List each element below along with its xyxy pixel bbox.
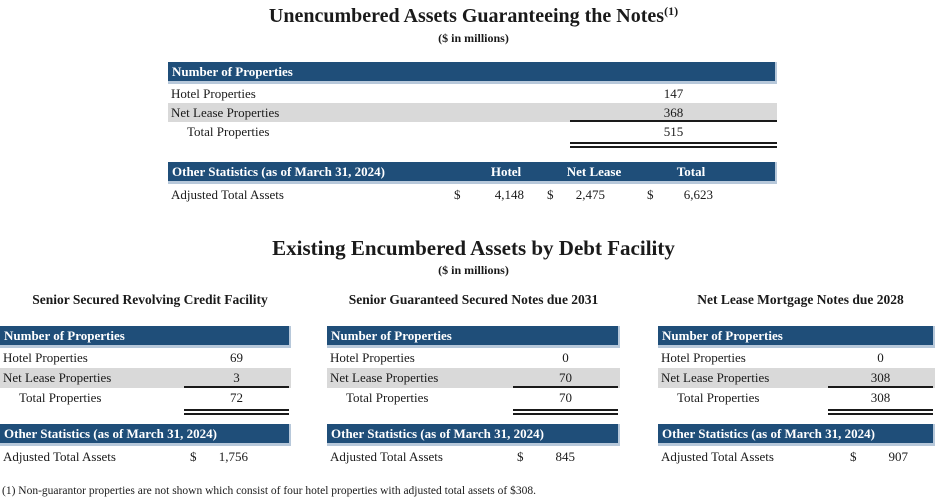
- total-double-rule: [184, 409, 289, 415]
- stats-table-header: [168, 162, 777, 184]
- unencumbered-stats-table: [168, 162, 777, 206]
- table-row-total-properties: [327, 388, 620, 408]
- money-cell-total: [647, 184, 713, 206]
- row-value: 368: [570, 103, 777, 122]
- properties-table-header-label: Number of Properties: [331, 328, 452, 343]
- column-header-total: Total: [676, 164, 706, 179]
- section2-subtitle: ($ in millions): [438, 263, 509, 277]
- facility3-stats-table: [658, 424, 935, 468]
- stats-table-header: [658, 424, 935, 446]
- row-label: Hotel Properties: [661, 350, 746, 365]
- table-row-adjusted-total-assets: [0, 446, 291, 468]
- section1-title: [0, 5, 947, 28]
- table-row-adjusted-total-assets: [327, 446, 620, 468]
- row-label: Net Lease Properties: [3, 370, 112, 385]
- row-value: 515: [663, 124, 684, 139]
- row-label: Hotel Properties: [3, 350, 88, 365]
- table-row-total-properties: [658, 388, 935, 408]
- table-row-total-properties: [0, 388, 291, 408]
- money-cell: [850, 446, 908, 468]
- footnote: (1) Non-guarantor properties are not shown which consist of four hotel properties with adjusted total assets of $308.: [2, 485, 536, 497]
- row-label: Total Properties: [19, 390, 102, 405]
- row-label: Adjusted Total Assets: [330, 449, 443, 464]
- money-value: 845: [555, 449, 575, 464]
- row-label: Adjusted Total Assets: [171, 187, 284, 202]
- money-value: 6,623: [683, 187, 713, 202]
- facility-title-revolving-credit: Senior Secured Revolving Credit Facility: [32, 292, 268, 307]
- table-row-total-properties: [168, 122, 777, 141]
- unencumbered-properties-table: [168, 62, 777, 148]
- table-row-net-lease-properties: [658, 368, 935, 388]
- money-cell-hotel: [454, 184, 524, 206]
- money-value: 4,148: [494, 187, 524, 202]
- stats-table-header-label: Other Statistics (as of March 31, 2024): [331, 426, 544, 441]
- table-row-hotel-properties: [168, 84, 777, 103]
- properties-table-header: [658, 326, 935, 348]
- table-row-net-lease-properties: [327, 368, 620, 388]
- row-label: Adjusted Total Assets: [3, 449, 116, 464]
- currency-symbol: $: [647, 187, 654, 202]
- row-value: 70: [513, 368, 618, 388]
- facility2-properties-table: [327, 326, 620, 415]
- total-double-rule: [513, 409, 618, 415]
- currency-symbol: $: [190, 449, 197, 464]
- money-value: 2,475: [575, 187, 605, 202]
- facility2-stats-table: [327, 424, 620, 468]
- row-value: 69: [230, 350, 243, 365]
- total-double-rule: [828, 409, 933, 415]
- section1-subtitle: ($ in millions): [438, 31, 509, 45]
- row-value: 0: [877, 350, 884, 365]
- properties-table-header-label: Number of Properties: [172, 64, 293, 79]
- properties-table-header: [0, 326, 291, 348]
- row-value: 72: [230, 390, 243, 405]
- row-label: Total Properties: [187, 124, 270, 139]
- row-value: 308: [870, 390, 891, 405]
- properties-table-header: [168, 62, 777, 84]
- facility3-properties-table: [658, 326, 935, 415]
- table-row-net-lease-properties: [0, 368, 291, 388]
- section1-title-text: Unencumbered Assets Guaranteeing the Notes: [268, 5, 665, 27]
- money-cell: [190, 446, 248, 468]
- table-row-adjusted-total-assets: [658, 446, 935, 468]
- properties-table-header: [327, 326, 620, 348]
- money-cell: [517, 446, 575, 468]
- row-label: Net Lease Properties: [661, 370, 770, 385]
- facility-title-notes-2031: Senior Guaranteed Secured Notes due 2031: [348, 292, 599, 307]
- row-label: Hotel Properties: [330, 350, 415, 365]
- row-label: Total Properties: [677, 390, 760, 405]
- column-header-hotel: Hotel: [490, 164, 522, 179]
- properties-table-header-label: Number of Properties: [4, 328, 125, 343]
- table-row-hotel-properties: [658, 348, 935, 368]
- row-value: 308: [828, 368, 933, 388]
- row-value: 0: [562, 350, 569, 365]
- table-row-hotel-properties: [327, 348, 620, 368]
- properties-table-header-label: Number of Properties: [662, 328, 783, 343]
- facility-title-notes-2028: Net Lease Mortgage Notes due 2028: [697, 292, 904, 307]
- currency-symbol: $: [454, 187, 461, 202]
- money-value: 907: [888, 449, 908, 464]
- footnote-reference: (1): [664, 4, 679, 18]
- currency-symbol: $: [850, 449, 857, 464]
- facility1-stats-table: [0, 424, 291, 468]
- table-row-adjusted-total-assets: [168, 184, 777, 206]
- stats-table-header-label: Other Statistics (as of March 31, 2024): [172, 164, 385, 179]
- row-value: 3: [184, 368, 289, 388]
- section2-title: Existing Encumbered Assets by Debt Facility: [272, 236, 675, 260]
- stats-table-header-label: Other Statistics (as of March 31, 2024): [662, 426, 875, 441]
- stats-table-header: [0, 424, 291, 446]
- money-cell-net-lease: [547, 184, 605, 206]
- table-row-hotel-properties: [0, 348, 291, 368]
- stats-table-header: [327, 424, 620, 446]
- total-double-rule: [570, 142, 777, 148]
- money-value: 1,756: [218, 449, 248, 464]
- column-header-net-lease: Net Lease: [566, 164, 622, 179]
- facility1-properties-table: [0, 326, 291, 415]
- row-label: Net Lease Properties: [171, 105, 280, 120]
- stats-table-header-label: Other Statistics (as of March 31, 2024): [4, 426, 217, 441]
- row-label: Total Properties: [346, 390, 429, 405]
- row-label: Net Lease Properties: [330, 370, 439, 385]
- row-value: 147: [663, 86, 684, 101]
- row-label: Hotel Properties: [171, 86, 256, 101]
- row-label: Adjusted Total Assets: [661, 449, 774, 464]
- currency-symbol: $: [547, 187, 554, 202]
- row-value: 70: [559, 390, 572, 405]
- table-row-net-lease-properties: [168, 103, 777, 122]
- currency-symbol: $: [517, 449, 524, 464]
